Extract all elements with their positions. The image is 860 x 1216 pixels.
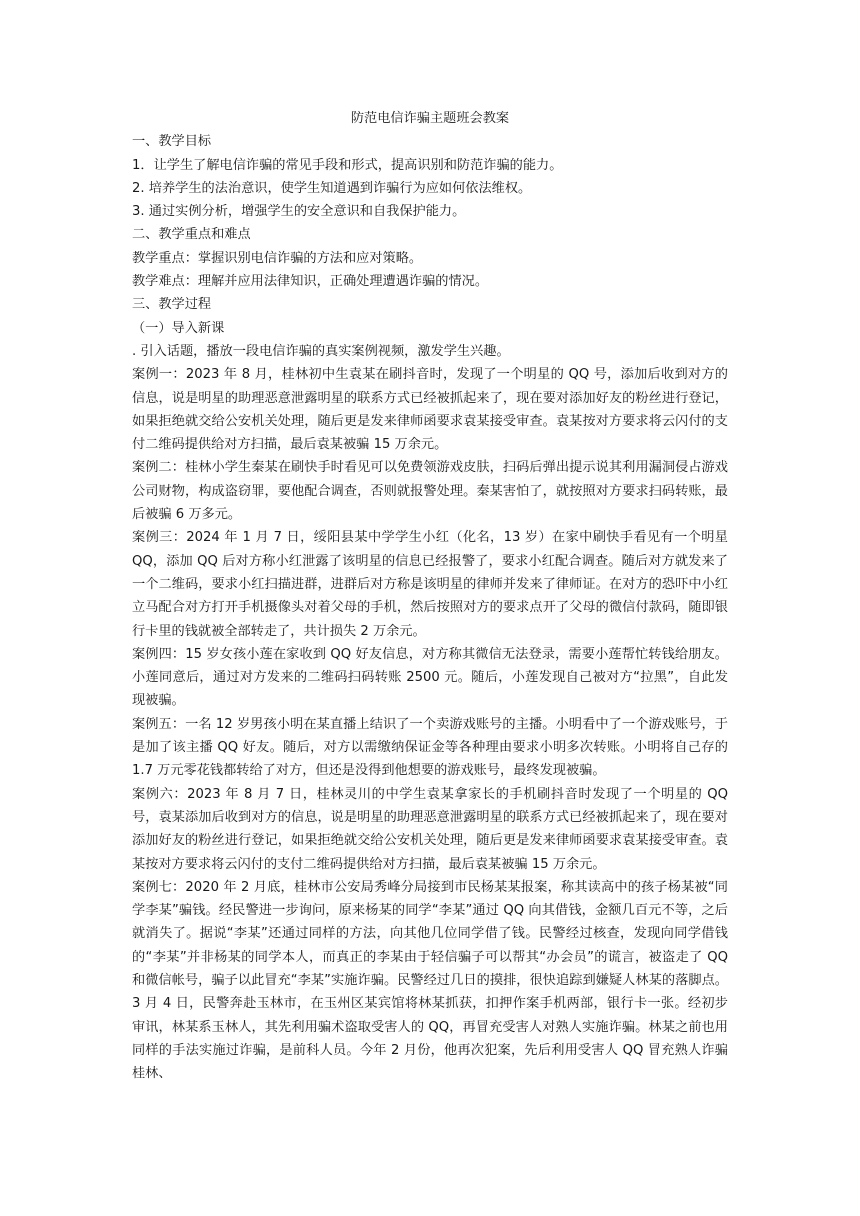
goal-item-3: 3. 通过实例分析，增强学生的安全意识和自我保护能力。 xyxy=(132,204,466,220)
goal-item-1: 1．让学生了解电信诈骗的常见手段和形式，提高识别和防范诈骗的能力。 xyxy=(132,157,563,173)
subsection-heading-intro: （一）导入新课 xyxy=(132,320,225,336)
goal-item-2: 2. 培养学生的法治意识，使学生知道遇到诈骗行为应如何依法维权。 xyxy=(132,180,532,196)
difficult-point-text: 教学难点：理解并应用法律知识，正确处理遭遇诈骗的情况。 xyxy=(132,274,489,290)
case-paragraph-1: 案例一：2023 年 8 月，桂林初中生袁某在刷抖音时，发现了一个明星的 QQ 号，添加后收到对方的信息，说是明星的助理恶意泄露明星的联系方式已经被抓起来了，现在要对添加好友的粉丝进行登记，如果拒绝就交给公安机关处理，随后更是发来律师函要求袁某接受审查。袁某按对方要求将云闪付的支付二维码提供给对方扫描，最后袁某被骗 15 万余元。 xyxy=(132,367,728,453)
case-paragraph-4: 案例四：15 岁女孩小莲在家收到 QQ 好友信息，对方称其微信无法登录，需要小莲帮忙转钱给朋友。小莲同意后，通过对方发来的二维码扫码转账 2500 元。随后，小莲发现自己被对方“拉黑”，自此发现被骗。 xyxy=(132,646,728,709)
case-paragraph-5: 案例五：一名 12 岁男孩小明在某直播上结识了一个卖游戏账号的主播。小明看中了一个游戏账号，于是加了该主播 QQ 好友。随后，对方以需缴纳保证金等各种理由要求小明多次转账。小明将自己存的 1.7 万元零花钱都转给了对方，但还是没得到他想要的游戏账号，最终发现被骗。 xyxy=(132,716,728,779)
case-paragraph-6: 案例六：2023 年 8 月 7 日，桂林灵川的中学生袁某拿家长的手机刷抖音时发现了一个明星的 QQ 号，袁某添加后收到对方的信息，说是明星的助理恶意泄露明星的联系方式已经被抓起来了，现在要对添加好友的粉丝进行登记，如果拒绝就交给公安机关处理，随后更是发来律师函要求袁某接受审查。袁某按对方要求将云闪付的支付二维码提供给对方扫描，最后袁某被骗 15 万余元。 xyxy=(132,786,728,872)
document-body xyxy=(132,107,728,1085)
case-paragraph-3: 案例三：2024 年 1 月 7 日，绥阳县某中学学生小红（化名，13 岁）在家中刷快手看见有一个明星 QQ，添加 QQ 后对方称小红泄露了该明星的信息已经报警了，要求小红配合调查。随后对方就发来了一个二维码，要求小红扫描进群，进群后对方称是该明星的律师并发来了律师证。在对方的恐吓中小红立马配合对方打开手机摄像头对着父母的手机，然后按照对方的要求点开了父母的微信付款码，随即银行卡里的钱就被全部转走了，共计损失 2 万余元。 xyxy=(132,530,728,639)
section-heading-teaching-process: 三、教学过程 xyxy=(132,297,212,313)
section-heading-key-points: 二、教学重点和难点 xyxy=(132,227,251,243)
intro-text: . 引入话题，播放一段电信诈骗的真实案例视频，激发学生兴趣。 xyxy=(132,343,510,359)
case-paragraph-7: 案例七：2020 年 2 月底，桂林市公安局秀峰分局接到市民杨某某报案，称其读高中的孩子杨某被“同学李某”骗钱。经民警进一步询问，原来杨某的同学“李某”通过 QQ 向其借钱，金额几百元不等，之后就消失了。据说“李某”还通过同样的方法，向其他几位同学借了钱。民警经过核查，发现向同学借钱的“李某”并非杨某的同学本人，而真正的李某由于轻信骗子可以帮其“办会员”的谎言，被盗走了 QQ 和微信帐号，骗子以此冒充“李某”实施诈骗。民警经过几日的摸排，很快追踪到嫌疑人林某的落脚点。3 月 4 日，民警奔赴玉林市，在玉州区某宾馆将林某抓获，扣押作案手机两部，银行卡一张。经初步审讯，林某系玉林人，其先利用骗术盗取受害人的 QQ，再冒充受害人对熟人实施诈骗。林某之前也用同样的手法实施过诈骗，是前科人员。今年 2 月份，他再次犯案，先后利用受害人 QQ 冒充熟人诈骗桂林、 xyxy=(132,879,728,1082)
case-paragraph-2: 案例二：桂林小学生秦某在刷快手时看见可以免费领游戏皮肤，扫码后弹出提示说其利用漏洞侵占游戏公司财物，构成盗窃罪，要他配合调查，否则就报警处理。秦某害怕了，就按照对方要求扫码转账，最后被骗 6 万多元。 xyxy=(132,460,728,523)
document-title: 防范电信诈骗主题班会教案 xyxy=(350,111,510,126)
section-heading-teaching-goals: 一、教学目标 xyxy=(132,134,212,150)
key-point-text: 教学重点：掌握识别电信诈骗的方法和应对策略。 xyxy=(132,250,423,266)
